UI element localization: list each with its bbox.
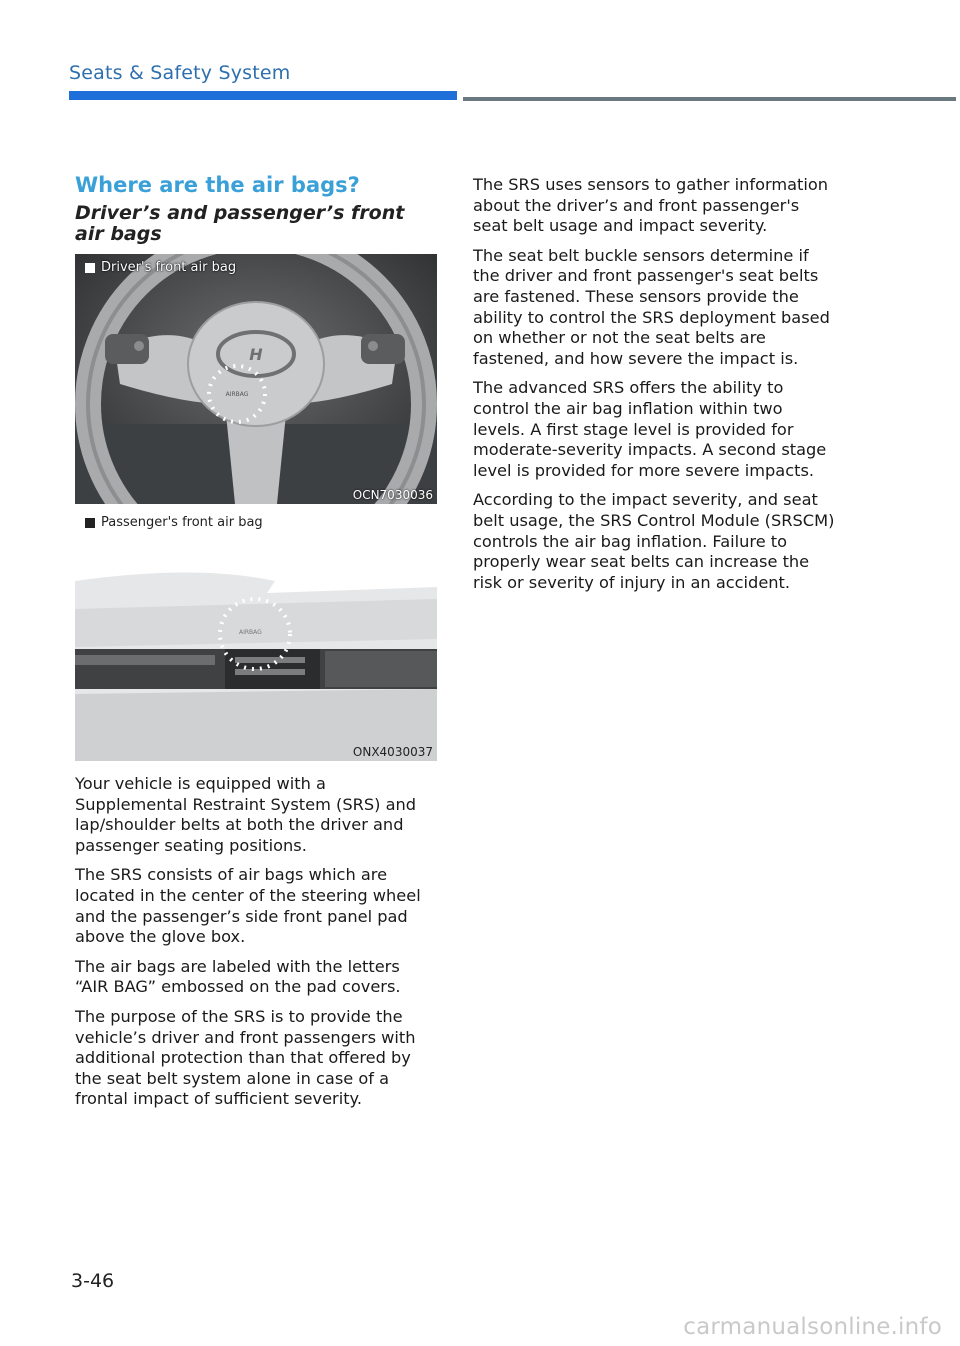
dashboard-illustration — [75, 509, 437, 761]
svg-text:H: H — [249, 345, 263, 364]
paragraph: The SRS consists of air bags which are located in the center of the steering wheel and the passenger’s side front panel pad above the glove box. — [75, 865, 421, 947]
right-column-text — [473, 175, 835, 602]
paragraph: Your vehicle is equipped with a Supplemental Restraint System (SRS) and lap/shoulder belts at both the driver and passenger seating positions. — [75, 774, 417, 855]
driver-airbag-figure-code: OCN7030036 — [352, 488, 433, 502]
left-column-text — [75, 774, 437, 1119]
header-rule-grey — [463, 97, 956, 101]
page-subheading: Driver’s and passenger’s front air bags — [75, 202, 405, 245]
section-title: Seats & Safety System — [69, 62, 291, 84]
bullet-square-icon — [85, 518, 95, 528]
passenger-airbag-figure — [75, 509, 437, 761]
page-heading: Where are the air bags? — [75, 173, 360, 197]
airbag-label-2: AIRBAG — [239, 629, 262, 636]
paragraph: The SRS uses sensors to gather information about the driver’s and front passenger's seat belt usage and impact severity. — [473, 175, 829, 236]
steering-wheel-illustration — [75, 254, 437, 504]
passenger-airbag-caption — [85, 515, 263, 530]
driver-airbag-figure — [75, 254, 437, 504]
header-rule-blue — [69, 91, 457, 100]
passenger-airbag-figure-code: ONX4030037 — [352, 745, 433, 759]
watermark: carmanualsonline.info — [683, 1314, 942, 1340]
driver-airbag-caption-text: Driver's front air bag — [101, 260, 237, 275]
driver-airbag-caption — [85, 260, 236, 275]
passenger-airbag-caption-text: Passenger's front air bag — [101, 515, 263, 530]
page-number: 3-46 — [71, 1270, 115, 1292]
paragraph: The air bags are labeled with the letters “AIR BAG” embossed on the pad covers. — [75, 956, 401, 997]
paragraph: The purpose of the SRS is to provide the vehicle’s driver and front passengers with additional protection than that offered by the seat belt system alone in case of a frontal impact of sufficient severity. — [75, 1006, 416, 1109]
paragraph: The seat belt buckle sensors determine if the driver and front passenger's seat belts are fastened. These sensors provide the ability to control the SRS deployment based on whether or not the seat belts are fastened, and how severe the impact is. — [473, 245, 830, 368]
airbag-label: AIRBAG — [225, 391, 249, 398]
paragraph: The advanced SRS offers the ability to control the air bag inflation within two levels. A first stage level is provided for moderate-severity impacts. A second stage level is provided for more severe impacts. — [473, 378, 827, 480]
paragraph: According to the impact severity, and seat belt usage, the SRS Control Module (SRSCM) controls the air bag inflation. Failure to properly wear seat belts can increase the risk or severity of injury in an accident. — [473, 490, 835, 592]
bullet-square-icon — [85, 263, 95, 273]
